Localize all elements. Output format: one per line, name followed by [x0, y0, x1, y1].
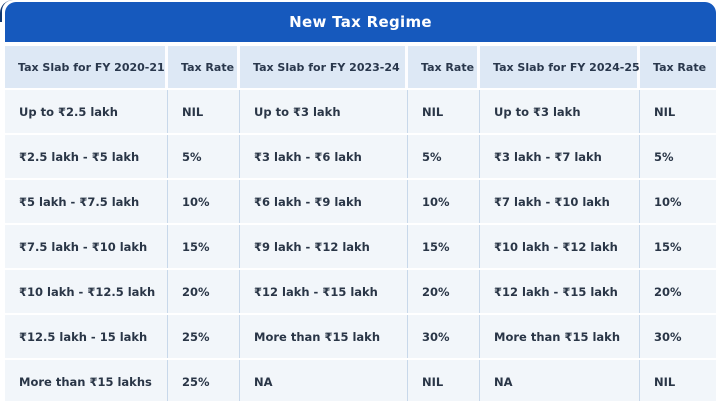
- table-cell: 20%: [408, 270, 480, 313]
- table-cell: 10%: [168, 180, 240, 223]
- table-cell: Up to ₹3 lakh: [240, 90, 408, 133]
- table-cell: NA: [480, 360, 640, 401]
- table-cell: More than ₹15 lakh: [480, 315, 640, 358]
- table-cell: ₹5 lakh - ₹7.5 lakh: [5, 180, 168, 223]
- table-cell: More than ₹15 lakh: [240, 315, 408, 358]
- table-cell: 10%: [640, 180, 716, 223]
- table-cell: 25%: [168, 315, 240, 358]
- table-cell: NIL: [640, 360, 716, 401]
- table-cell: NIL: [408, 360, 480, 401]
- table-cell: ₹12 lakh - ₹15 lakh: [480, 270, 640, 313]
- table-cell: ₹10 lakh - ₹12.5 lakh: [5, 270, 168, 313]
- table-cell: ₹9 lakh - ₹12 lakh: [240, 225, 408, 268]
- table-cell: ₹12 lakh - ₹15 lakh: [240, 270, 408, 313]
- table-cell: 30%: [408, 315, 480, 358]
- table-cell: ₹10 lakh - ₹12 lakh: [480, 225, 640, 268]
- table-cell: 15%: [408, 225, 480, 268]
- header-cell: Tax Rate: [408, 46, 480, 88]
- header-cell: Tax Rate: [640, 46, 716, 88]
- table-cell: 5%: [408, 135, 480, 178]
- table-cell: ₹3 lakh - ₹7 lakh: [480, 135, 640, 178]
- table-cell: ₹7 lakh - ₹10 lakh: [480, 180, 640, 223]
- table-cell: More than ₹15 lakhs: [5, 360, 168, 401]
- header-cell: Tax Slab for FY 2023-24: [240, 46, 408, 88]
- table-cell: ₹7.5 lakh - ₹10 lakh: [5, 225, 168, 268]
- table-cell: 5%: [168, 135, 240, 178]
- table-cell: NA: [240, 360, 408, 401]
- table-cell: NIL: [408, 90, 480, 133]
- table-cell: 5%: [640, 135, 716, 178]
- table-cell: 20%: [640, 270, 716, 313]
- table-cell: 15%: [640, 225, 716, 268]
- table-cell: Up to ₹3 lakh: [480, 90, 640, 133]
- table-cell: 20%: [168, 270, 240, 313]
- table-cell: ₹2.5 lakh - ₹5 lakh: [5, 135, 168, 178]
- header-cell: Tax Slab for FY 2020-21: [5, 46, 168, 88]
- table-cell: 30%: [640, 315, 716, 358]
- table-cell: NIL: [640, 90, 716, 133]
- title-bar: [5, 2, 716, 42]
- table-cell: ₹3 lakh - ₹6 lakh: [240, 135, 408, 178]
- table-cell: 25%: [168, 360, 240, 401]
- page-title: New Tax Regime: [289, 13, 432, 31]
- table-cell: 15%: [168, 225, 240, 268]
- header-cell: Tax Rate: [168, 46, 240, 88]
- table-cell: ₹6 lakh - ₹9 lakh: [240, 180, 408, 223]
- table-cell: 10%: [408, 180, 480, 223]
- table-cell: Up to ₹2.5 lakh: [5, 90, 168, 133]
- table-cell: NIL: [168, 90, 240, 133]
- table-cell: ₹12.5 lakh - 15 lakh: [5, 315, 168, 358]
- header-cell: Tax Slab for FY 2024-25: [480, 46, 640, 88]
- tax-table: [5, 46, 716, 401]
